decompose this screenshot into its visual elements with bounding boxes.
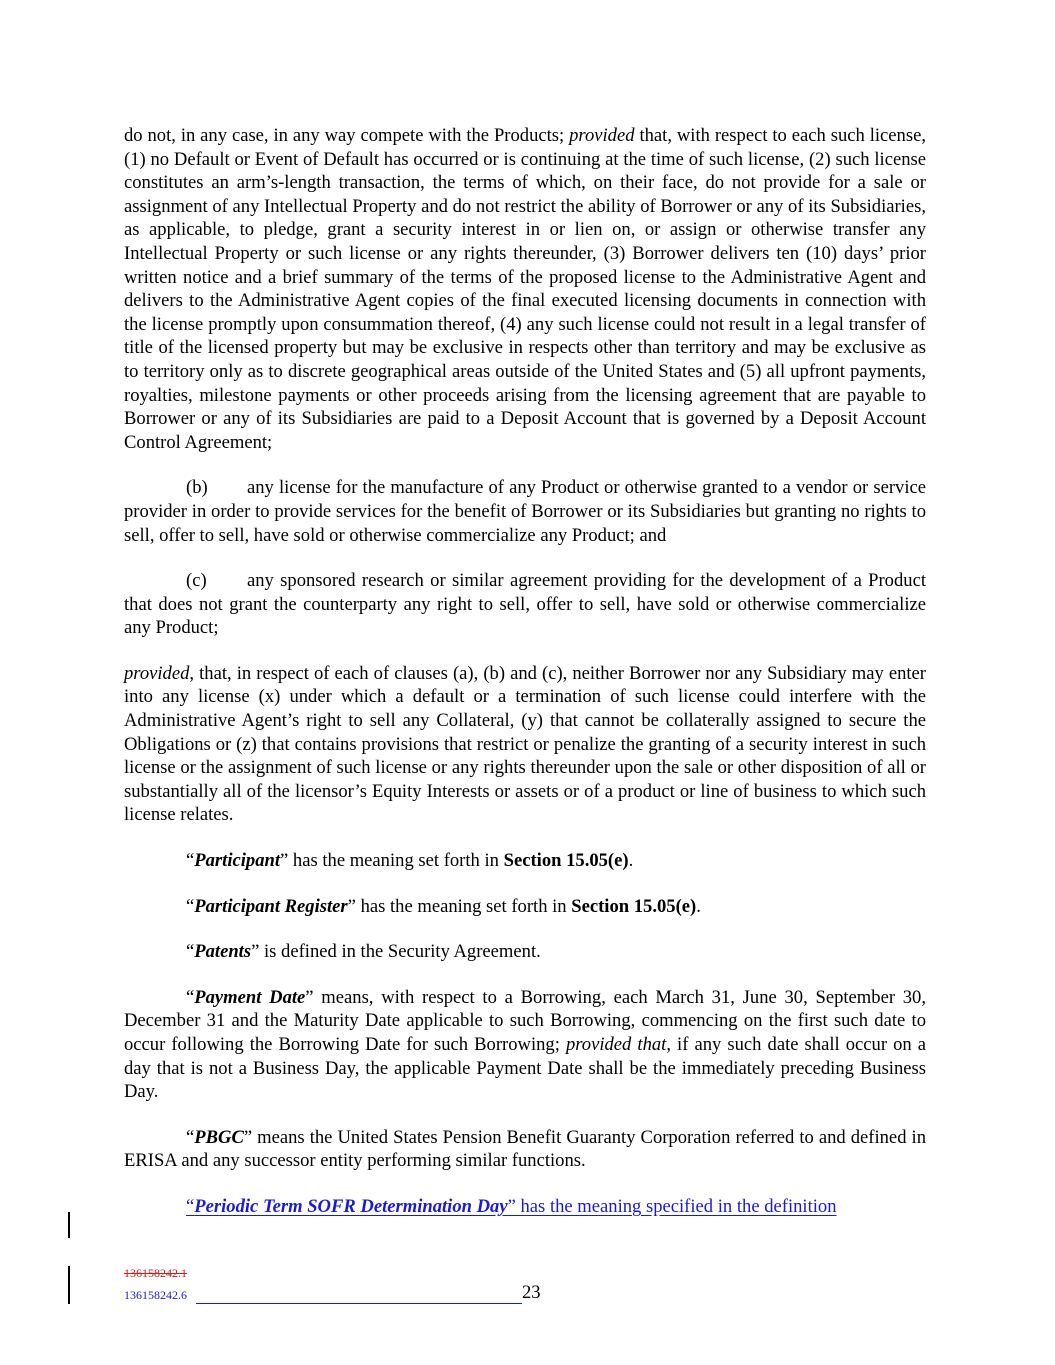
document-body (124, 124, 926, 1219)
inserted-document-id: 136158242.6 (124, 1288, 187, 1302)
provided-term: provided (124, 662, 190, 684)
defined-term: Participant (194, 850, 281, 872)
definition-pbgc: “PBGC” means the United States Pension Benefit Guaranty Corporation referred to and defined in ERISA and any successor entity performing similar functions. (124, 1126, 926, 1172)
defined-term: PBGC (194, 1126, 244, 1148)
deleted-document-id: 136158242.1 (124, 1266, 187, 1280)
section-reference: Section 15.05(e) (571, 895, 697, 917)
defined-term: Participant Register (194, 895, 348, 917)
page-number: 23 (522, 1282, 541, 1303)
definition-periodic-term-sofr-inserted: “Periodic Term SOFR Determination Day” has the meaning specified in the definition (186, 1195, 837, 1217)
change-bar (68, 1266, 70, 1304)
clause-b-label: (b) (186, 477, 208, 499)
provided-term: provided (569, 125, 635, 146)
definition-patents: “Patents” is defined in the Security Agreement. (186, 941, 541, 963)
provided-that-term: provided that (565, 1034, 667, 1055)
defined-term: Patents (194, 941, 252, 963)
proviso-paragraph: provided, that, in respect of each of clauses (a), (b) and (c), neither Borrower nor any Subsidiary may enter into any license (x) under which a default or a termination of such license could interfere with the Administrative Agent’s right to sell any Collateral, (y) that cannot be collaterally assigned to secure the Obligations or (z) that contains provisions that restrict or penalize the granting of a security interest in such license or the assignment of such license or any rights thereunder upon the sale or other disposition of all or substantially all of the licensor’s Equity Interests or assets or of a product or line of business to which such license relates. (124, 662, 926, 826)
definition-participant: “Participant” has the meaning set forth in Section 15.05(e). (186, 850, 634, 872)
footer-rule (196, 1303, 522, 1304)
clause-c-paragraph: (c) any sponsored research or similar agreement providing for the development of a Product that does not grant the counterparty any right to sell, offer to sell, have sold or otherwise commercialize any Product; (124, 570, 926, 639)
change-bar (68, 1212, 70, 1238)
definition-participant-register: “Participant Register” has the meaning set forth in Section 15.05(e). (186, 895, 701, 917)
defined-term: Periodic Term SOFR Determination Day (194, 1195, 508, 1217)
clause-c-label: (c) (186, 570, 207, 592)
clause-b-paragraph: (b) any license for the manufacture of any Product or otherwise granted to a vendor or service provider in order to provide services for the benefit of Borrower or its Subsidiaries but granting no rights to sell, offer to sell, have sold or otherwise commercialize any Product; and (124, 477, 926, 546)
license-continuation-paragraph: do not, in any case, in any way compete with the Products; provided that, with respect to each such license, (1) no Default or Event of Default has occurred or is continuing at the time of such license, (2) such license constitutes an arm’s-length transaction, the terms of which, on their face, do not provide for a sale or assignment of any Intellectual Property and do not restrict the ability of Borrower or any of its Subsidiaries, as applicable, to pledge, grant a security interest in or lien on, or assign or otherwise transfer any Intellectual Property or such license or any rights thereunder, (3) Borrower delivers ten (10) days’ prior written notice and a brief summary of the terms of the proposed license to the Administrative Agent and delivers to the Administrative Agent copies of the final executed licensing documents in connection with the license promptly upon consummation thereof, (4) any such license could not result in a legal transfer of title of the licensed property but may be exclusive in respects other than territory and may be exclusive as to territory only as to discrete geographical areas outside of the United States and (5) all upfront payments, royalties, milestone payments or other proceeds arising from the licensing agreement that are payable to Borrower or any of its Subsidiaries are paid to a Deposit Account that is governed by a Deposit Account Control Agreement; (124, 125, 926, 453)
defined-term: Payment Date (194, 986, 306, 1008)
section-reference: Section 15.05(e) (503, 850, 629, 872)
definition-payment-date: “Payment Date” means, with respect to a Borrowing, each March 31, June 30, September 30, December 31 and the Maturity Date applicable to such Borrowing, commencing on the first such date to occur following the Borrowing Date for such Borrowing; provided that, if any such date shall occur on a day that is not a Business Day, the applicable Payment Date shall be the immediately preceding Business Day. (124, 986, 927, 1103)
